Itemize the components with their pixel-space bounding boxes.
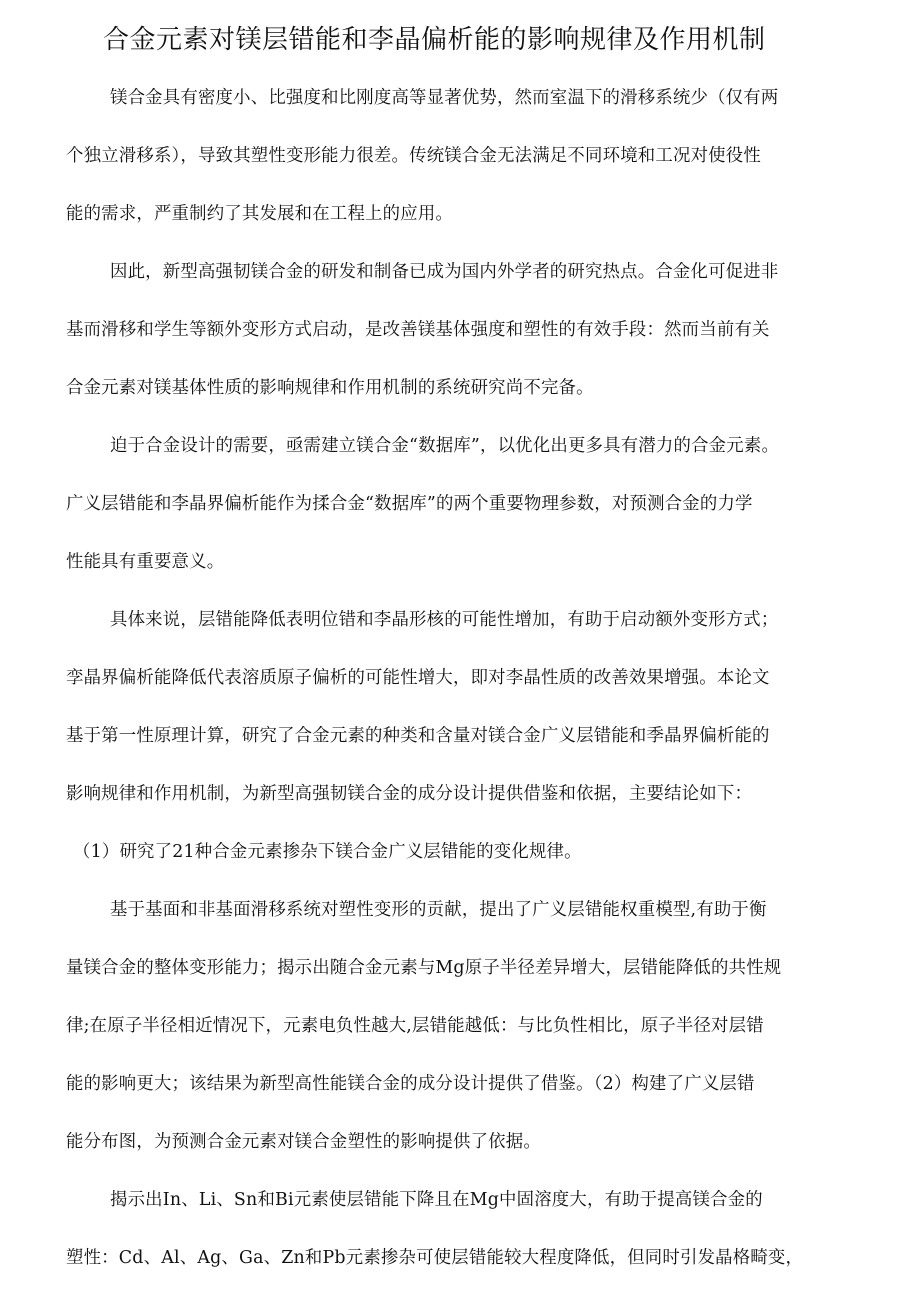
text-line: 镁合金具有密度小、比强度和比刚度高等显著优势，然而室温下的滑移系统少（仅有两 (110, 88, 779, 108)
text-line: 能分布图，为预测合金元素对镁合金塑性的影响提供了依据。 (66, 1132, 541, 1152)
text-line: 基于第一性原理计算，研究了合金元素的种类和含量对镁合金广义层错能和季晶界偏析能的 (66, 726, 770, 746)
text-line: 合金元素对镁基体性质的影响规律和作用机制的系统研究尚不完备。 (66, 378, 594, 398)
text-line: 能的影响更大；该结果为新型高性能镁合金的成分设计提供了借鉴。（2）构建了广义层错 (66, 1074, 755, 1094)
text-line: 迫于合金设计的需要，亟需建立镁合金“数据库”，以优化出更多具有潜力的合金元素。 (110, 436, 780, 456)
text-line: 律;在原子半径相近情况下，元素电负性越大,层错能越低：与比负性相比，原子半径对层错 (66, 1016, 764, 1036)
text-line: 具体来说，层错能降低表明位错和李晶形核的可能性增加，有助于启动额外变形方式； (110, 610, 779, 630)
text-line: 塑性：Cd、Al、Ag、Ga、Zn和Pb元素掺杂可使层错能较大程度降低，但同时引发晶格畸变， (66, 1248, 804, 1268)
text-line: 因此，新型高强韧镁合金的研发和制备已成为国内外学者的研究热点。合金化可促进非 (110, 262, 779, 282)
text-line: 能的需求，严重制约了其发展和在工程上的应用。 (66, 204, 453, 224)
text-line: 量镁合金的整体变形能力；揭示出随合金元素与Mg原子半径差异增大，层错能降低的共性规 (66, 958, 782, 978)
text-line: 个独立滑移系），导致其塑性变形能力很差。传统镁合金无法满足不同环境和工况对使役性 (66, 146, 761, 166)
text-line: 广义层错能和李晶界偏析能作为揉合金“数据库”的两个重要物理参数，对预测合金的力学 (66, 494, 753, 514)
text-line: 孪晶界偏析能降低代表溶质原子偏析的可能性增大，即对李晶性质的改善效果增强。本论文 (66, 668, 770, 688)
text-line: 性能具有重要意义。 (66, 552, 225, 572)
text-line: （1）研究了21种合金元素掺杂下镁合金广义层错能的变化规律。 (73, 842, 582, 862)
text-line: 揭示出In、Li、Sn和Bi元素使层错能下降且在Mg中固溶度大，有助于提高镁合金的 (110, 1190, 763, 1210)
text-line: 影响规律和作用机制，为新型高强韧镁合金的成分设计提供借鉴和依据，主要结论如下： (66, 784, 753, 804)
text-line: 基而滑移和学生等额外变形方式启动，是改善镁基体强度和塑性的有效手段：然而当前有关 (66, 320, 770, 340)
text-line: 基于基面和非基面滑移系统对塑性变形的贡献，提出了广义层错能权重模型,有助于衡 (110, 900, 767, 920)
document-title: 合金元素对镁层错能和李晶偏析能的影响规律及作用机制 (103, 25, 766, 55)
